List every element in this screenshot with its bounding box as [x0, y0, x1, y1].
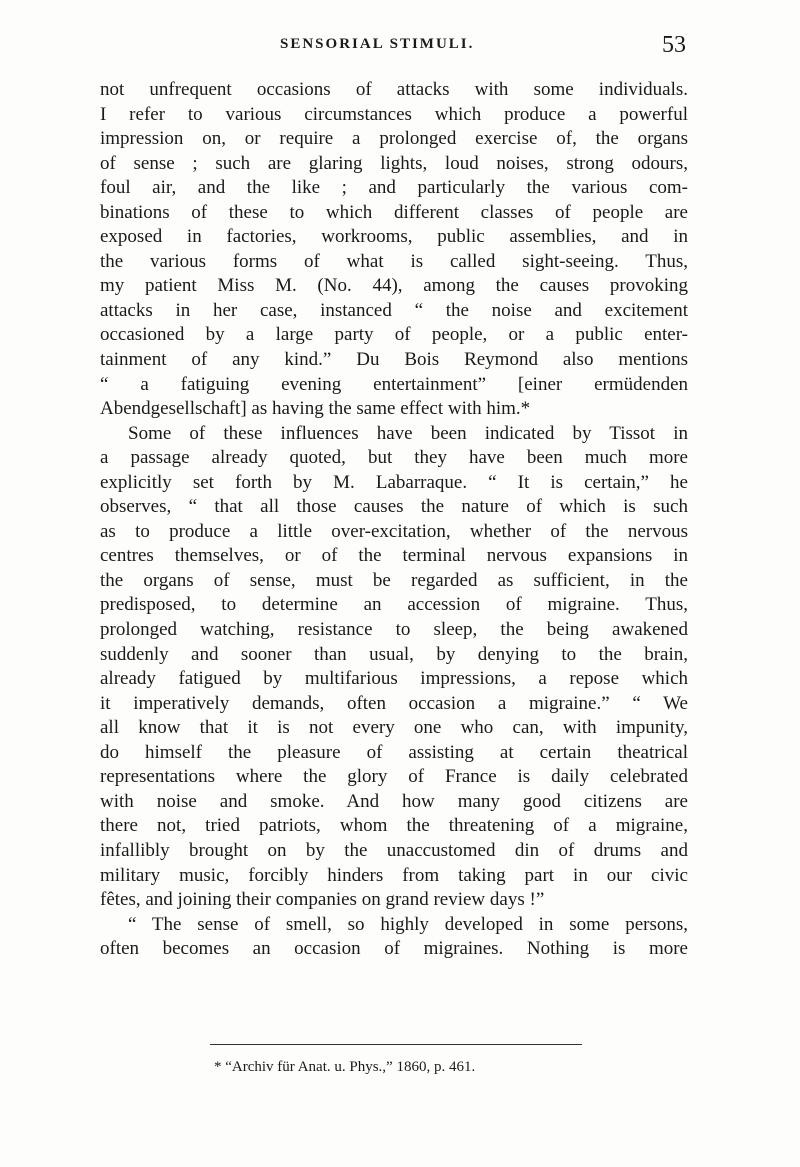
text-line: fêtes, and joining their companies on grand review days !” — [100, 889, 545, 911]
text-line: tainment of any kind.” Du Bois Reymond also mentions — [100, 349, 688, 371]
text-line: “ The sense of smell, so highly developed in some persons, — [128, 913, 688, 935]
text-line: foul air, and the like ; and particularly the various com- — [100, 177, 688, 199]
text-line: representations where the glory of France is daily celebrated — [100, 766, 688, 788]
text-line: military music, forcibly hinders from taking part in our civic — [100, 864, 688, 886]
text-line: often becomes an occasion of migraines. Nothing is more — [100, 938, 688, 960]
text-line: “ a fatiguing evening entertainment” [einer ermüdenden — [100, 373, 688, 395]
text-line: infallibly brought on by the unaccustomed din of drums and — [100, 839, 688, 861]
text-line: centres themselves, or of the terminal nervous expansions in — [100, 545, 688, 567]
text-line: impression on, or require a prolonged exercise of, the organs — [100, 128, 688, 150]
text-line: observes, “ that all those causes the nature of which is such — [100, 496, 688, 518]
page-header — [100, 34, 690, 60]
text-line: attacks in her case, instanced “ the noise and excitement — [100, 299, 688, 321]
body-text — [100, 78, 688, 962]
text-line: there not, tried patriots, whom the threatening of a migraine, — [100, 815, 688, 837]
footnote-divider — [210, 1044, 582, 1045]
text-line: of sense ; such are glaring lights, loud noises, strong odours, — [100, 152, 688, 174]
text-line: Some of these influences have been indicated by Tissot in — [128, 422, 688, 444]
text-line: the organs of sense, must be regarded as sufficient, in the — [100, 569, 688, 591]
text-line: not unfrequent occasions of attacks with some individuals. — [100, 79, 688, 100]
running-head: SENSORIAL STIMULI. — [280, 36, 475, 52]
text-line: occasioned by a large party of people, or a public enter- — [100, 324, 688, 346]
text-line: do himself the pleasure of assisting at certain theatrical — [100, 741, 688, 763]
text-line: it imperatively demands, often occasion a migraine.” “ We — [100, 692, 688, 714]
text-line: all know that it is not every one who can, with impunity, — [100, 717, 688, 739]
text-line: I refer to various circumstances which produce a powerful — [100, 103, 688, 125]
text-line: prolonged watching, resistance to sleep, the being awakened — [100, 619, 688, 641]
page-number: 53 — [662, 32, 686, 58]
text-line: suddenly and sooner than usual, by denying to the brain, — [100, 643, 688, 665]
footnote: * “Archiv für Anat. u. Phys.,” 1860, p. 461. — [214, 1059, 476, 1075]
text-line: the various forms of what is called sight-seeing. Thus, — [100, 250, 688, 272]
text-line: already fatigued by multifarious impressions, a repose which — [100, 668, 688, 690]
text-line: my patient Miss M. (No. 44), among the causes provoking — [100, 275, 688, 297]
text-line: with noise and smoke. And how many good citizens are — [100, 790, 688, 812]
text-line: a passage already quoted, but they have been much more — [100, 447, 688, 469]
text-line: Abendgesellschaft] as having the same effect with him.* — [100, 398, 531, 420]
text-line: explicitly set forth by M. Labarraque. “ It is certain,” he — [100, 471, 688, 493]
text-line: predisposed, to determine an accession of migraine. Thus, — [100, 594, 688, 616]
text-line: binations of these to which different classes of people are — [100, 201, 688, 223]
text-line: as to produce a little over-excitation, whether of the nervous — [100, 520, 688, 542]
text-line: exposed in factories, workrooms, public assemblies, and in — [100, 226, 688, 248]
